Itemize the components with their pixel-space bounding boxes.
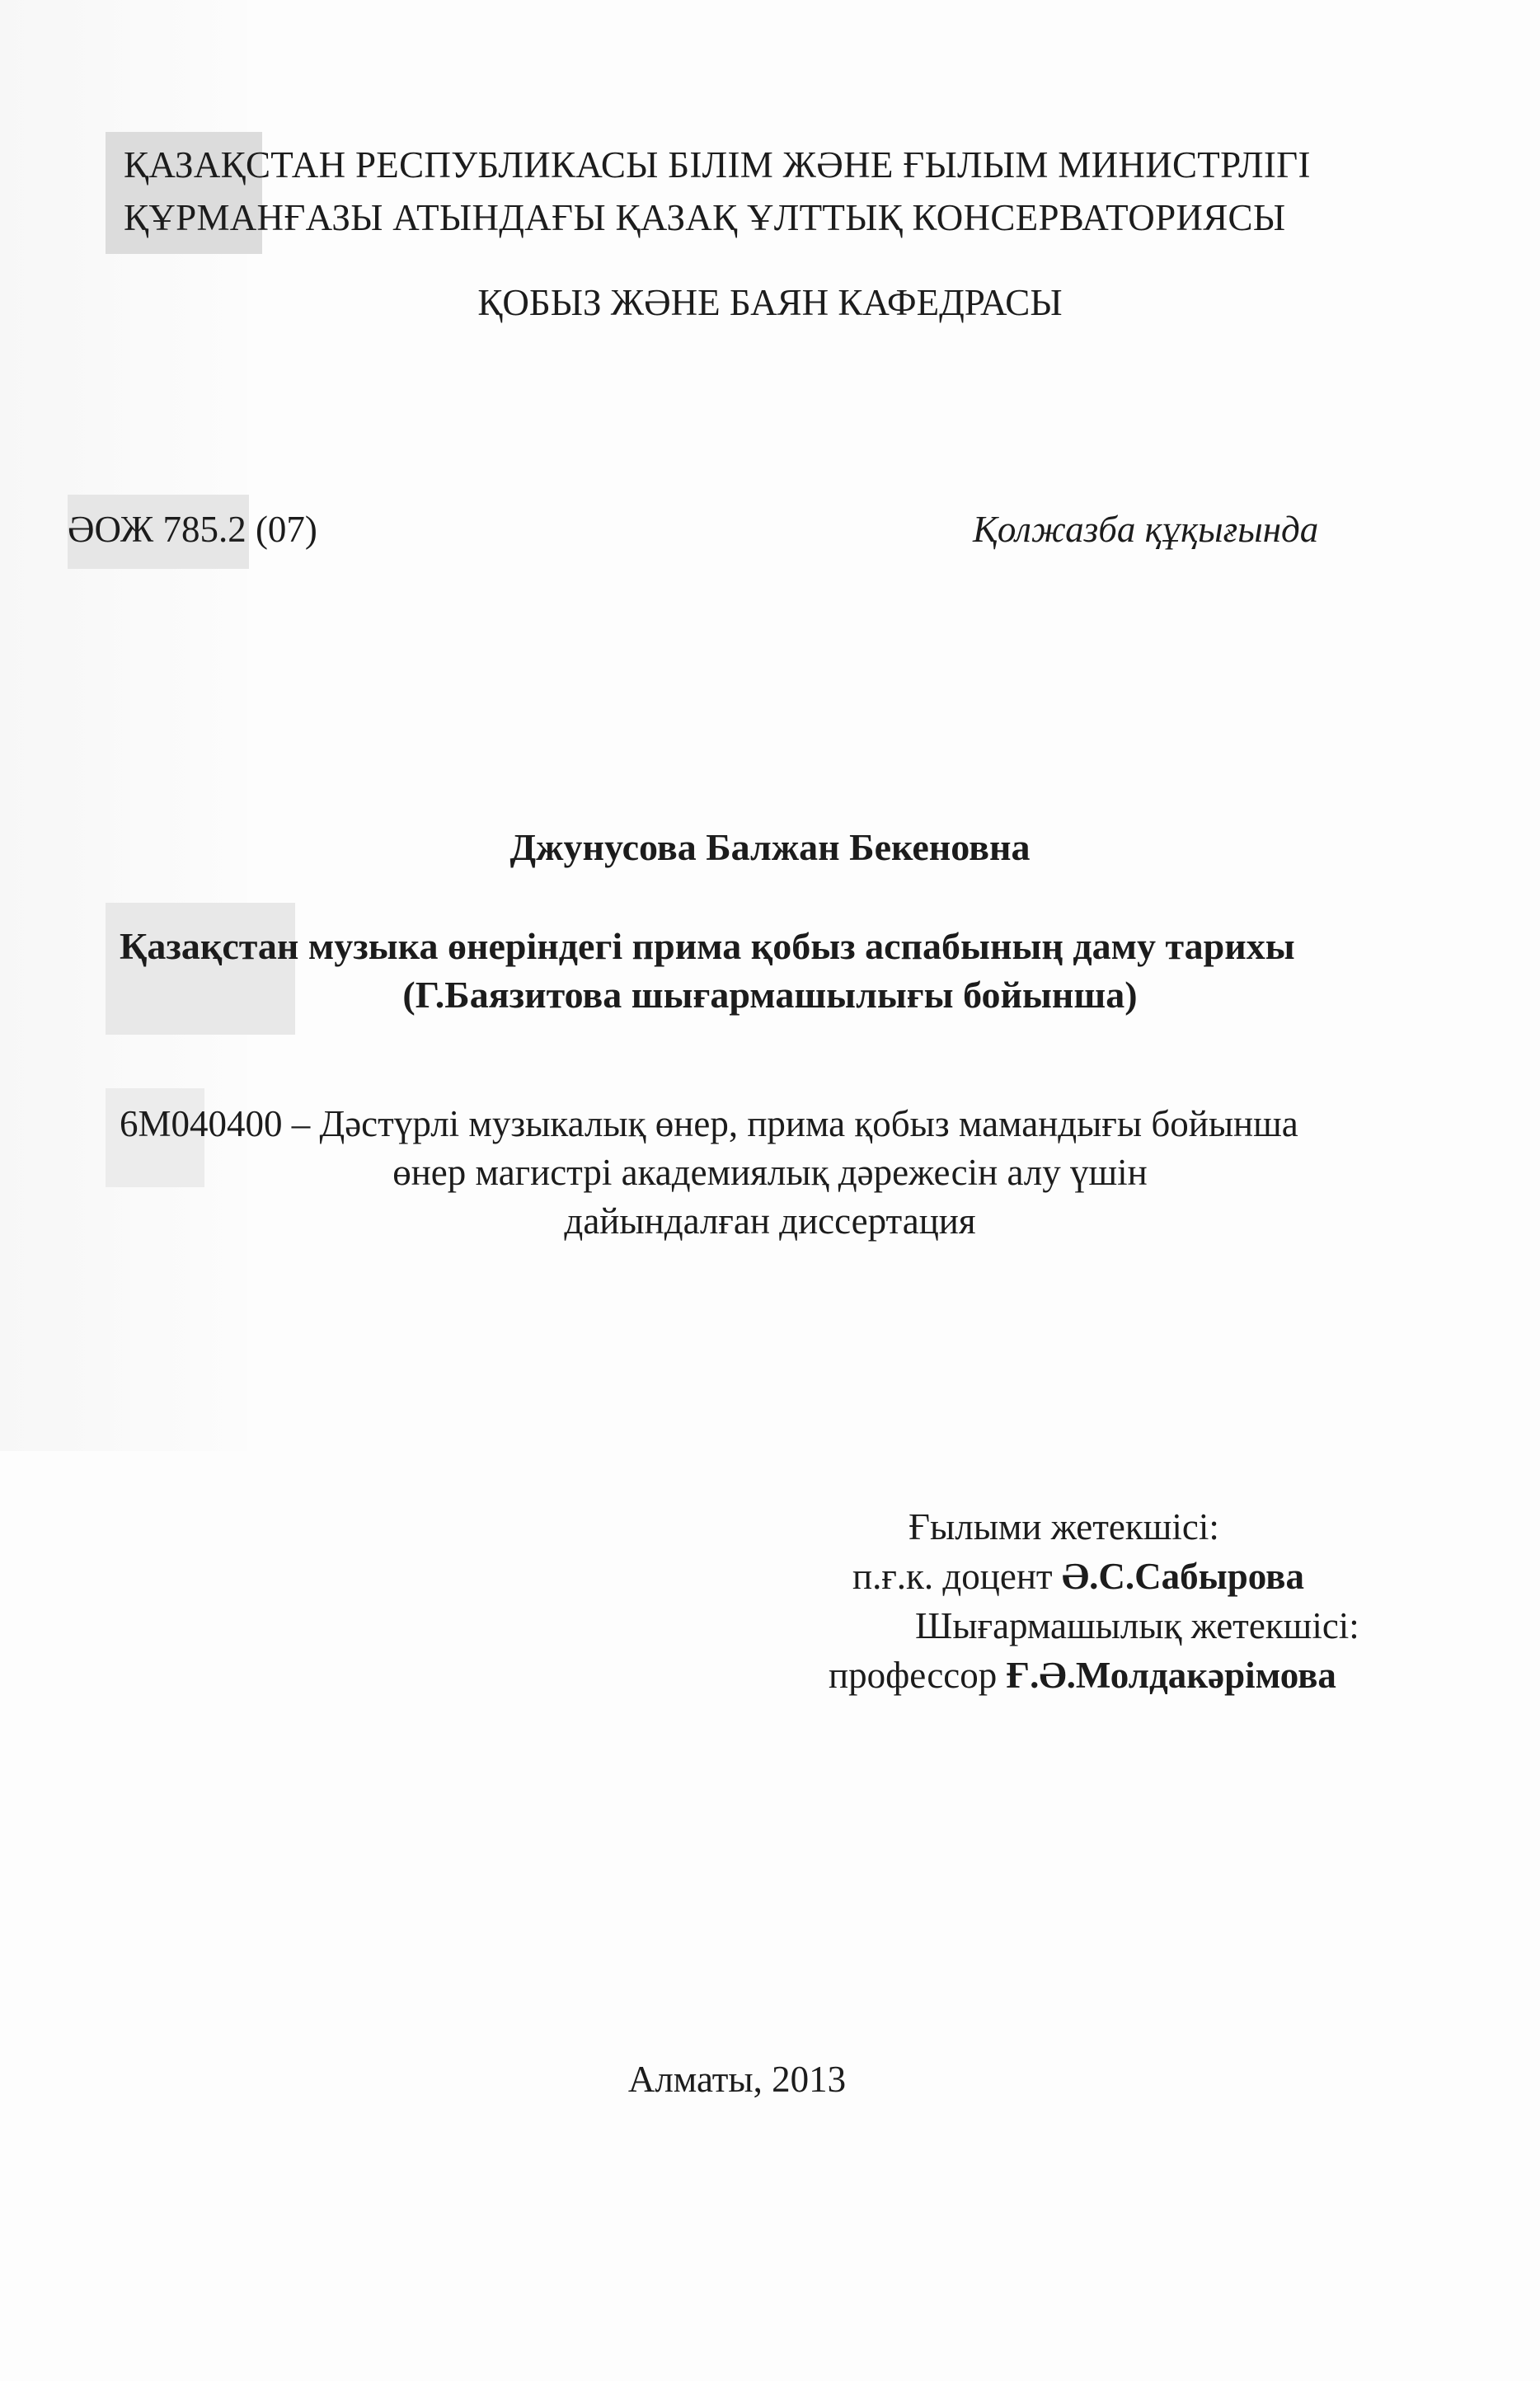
scientific-supervisor xyxy=(852,1558,1304,1595)
department-name: ҚОБЫЗ ЖӘНЕ БАЯН КАФЕДРАСЫ xyxy=(477,282,1063,323)
city-year: Алматы, 2013 xyxy=(627,2059,847,2100)
scientific-supervisor-name: Ә.С.Сабырова xyxy=(1061,1556,1304,1597)
creative-supervisor-name: Ғ.Ә.Молдакәрімова xyxy=(1006,1655,1336,1696)
manuscript-rights: Қолжазба құқығында xyxy=(973,509,1319,550)
creative-supervisor-title: профессор xyxy=(829,1655,1007,1696)
thesis-title-line-1: Қазақстан музыка өнеріндегі прима қобыз аспабының даму тарихы xyxy=(120,925,1295,967)
thesis-title-line-2: (Г.Баязитова шығармашылығы бойынша) xyxy=(402,974,1138,1016)
scientific-supervisor-title: п.ғ.к. доцент xyxy=(852,1556,1062,1597)
ministry-name: ҚАЗАҚСТАН РЕСПУБЛИКАСЫ БІЛІМ ЖӘНЕ ҒЫЛЫМ МИНИСТРЛІГІ xyxy=(124,144,1311,186)
conservatory-name: ҚҰРМАНҒАЗЫ АТЫНДАҒЫ ҚАЗАҚ ҰЛТТЫҚ КОНСЕРВАТОРИЯСЫ xyxy=(124,197,1286,238)
specialty-line-1: 6М040400 – Дәстүрлі музыкалық өнер, прима қобыз мамандығы бойынша xyxy=(120,1103,1298,1144)
creative-supervisor-label: Шығармашылық жетекшісі: xyxy=(915,1605,1359,1646)
udc-code: ӘОЖ 785.2 (07) xyxy=(68,509,317,550)
author-name: Джунусова Балжан Бекеновна xyxy=(509,826,1031,868)
specialty-line-3: дайындалған диссертация xyxy=(564,1200,976,1242)
creative-supervisor xyxy=(829,1657,1336,1694)
specialty-line-2: өнер магистрі академиялық дәрежесін алу үшін xyxy=(392,1152,1148,1193)
scan-shadow xyxy=(106,903,295,1035)
scientific-supervisor-label: Ғылыми жетекшісі: xyxy=(909,1506,1219,1547)
